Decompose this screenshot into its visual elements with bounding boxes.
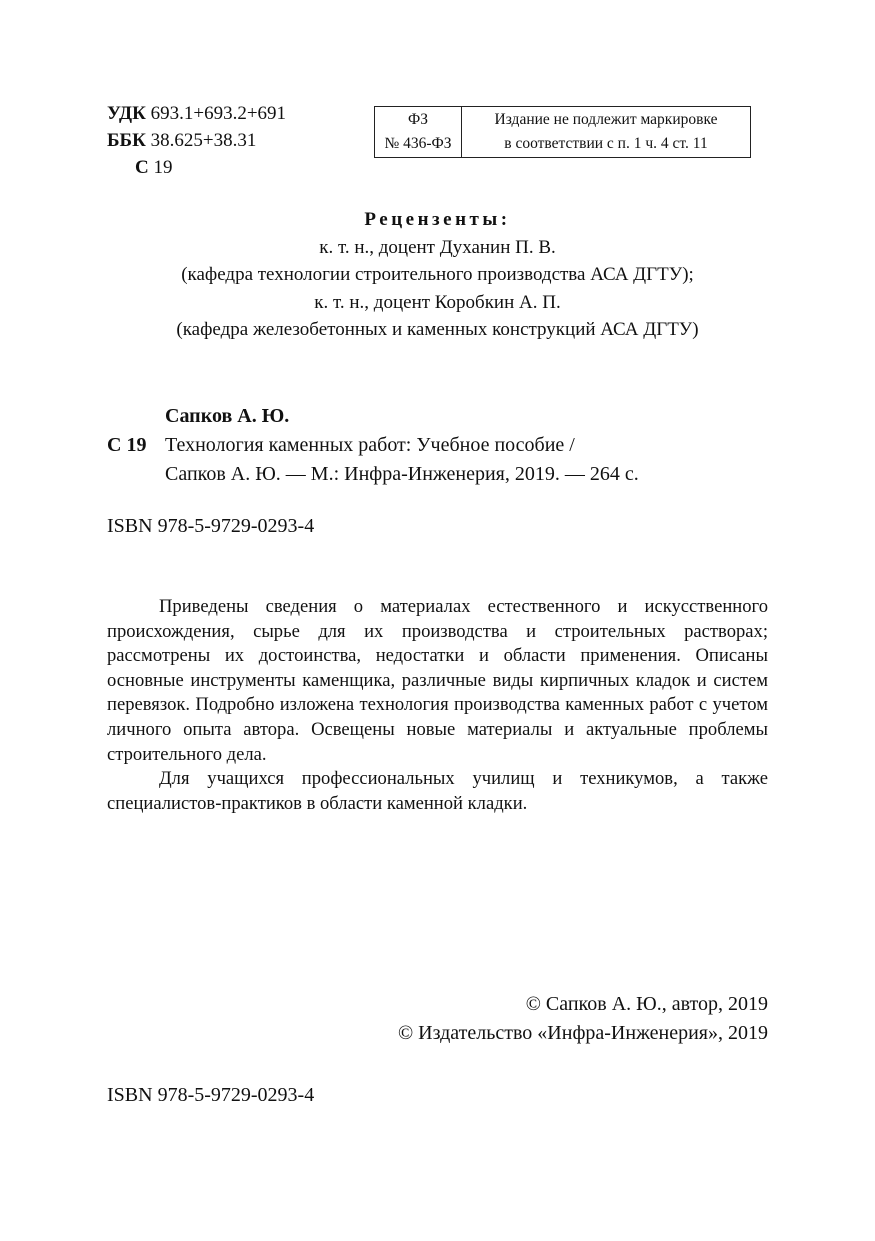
- card-imprint: Сапков А. Ю. — М.: Инфра-Инженерия, 2019. — 264 с.: [165, 463, 639, 485]
- fz-law-number: № 436-ФЗ: [384, 135, 452, 152]
- reviewer-line: к. т. н., доцент Коробкин А. П.: [314, 291, 561, 313]
- card-title-row: [107, 431, 639, 460]
- classification-block: [107, 100, 286, 181]
- fz-marking-box: [374, 106, 751, 158]
- fz-notice-line1: Издание не подлежит маркировке: [494, 111, 718, 128]
- reviewer-line: к. т. н., доцент Духанин П. В.: [319, 236, 556, 258]
- catalog-card: [107, 402, 639, 489]
- author-mark-number: 19: [153, 157, 173, 178]
- abstract: [107, 595, 768, 816]
- card-author: Сапков А. Ю.: [165, 405, 290, 427]
- copyright-block: [398, 990, 768, 1048]
- card-author-row: [107, 402, 639, 431]
- author-mark-letter: С: [135, 157, 149, 178]
- reviewer-line: (кафедра железобетонных и каменных конструкций АСА ДГТУ): [176, 319, 699, 340]
- card-code: С 19: [107, 434, 147, 456]
- abstract-paragraph: Приведены сведения о материалах естественного и искусственного происхождения, сырье для их производства и строительных растворах; рассмотрены их достоинства, недостатки и области применения. Описаны основные инструменты каменщика, различные виды кирпичных кладок и систем перевязок. Подробно изложена технология производства каменных работ с учетом личного опыта автора. Освещены новые материалы и актуальные проблемы строительного дела.: [107, 596, 768, 765]
- card-imprint-row: [107, 460, 639, 489]
- fz-law-cell: [375, 107, 462, 158]
- author-mark-line: [107, 154, 286, 181]
- isbn-bottom: ISBN 978-5-9729-0293-4: [107, 1084, 315, 1106]
- fz-notice-cell: [462, 107, 751, 158]
- fz-law-short: ФЗ: [407, 111, 428, 128]
- copyright-author: © Сапков А. Ю., автор, 2019: [525, 993, 768, 1015]
- copyright-publisher: © Издательство «Инфра-Инженерия», 2019: [397, 1022, 768, 1044]
- card-title: Технология каменных работ: Учебное пособие /: [165, 434, 575, 456]
- bbk-value: 38.625+38.31: [150, 130, 257, 151]
- reviewers-heading: Рецензенты:: [364, 209, 511, 230]
- bbk-label: ББК: [107, 130, 146, 151]
- udk-value: 693.1+693.2+691: [150, 103, 287, 124]
- reviewer-line: (кафедра технологии строительного производства АСА ДГТУ);: [181, 264, 694, 285]
- isbn: ISBN 978-5-9729-0293-4: [107, 515, 315, 537]
- fz-notice-line2: в соответствии с п. 1 ч. 4 ст. 11: [504, 135, 708, 152]
- abstract-paragraph: Для учащихся профессиональных училищ и техникумов, а также специалистов-практиков в области каменной кладки.: [107, 768, 768, 814]
- udk-line: [107, 100, 286, 127]
- bbk-line: [107, 127, 286, 154]
- reviewers-section: [0, 206, 875, 344]
- udk-label: УДК: [107, 103, 146, 124]
